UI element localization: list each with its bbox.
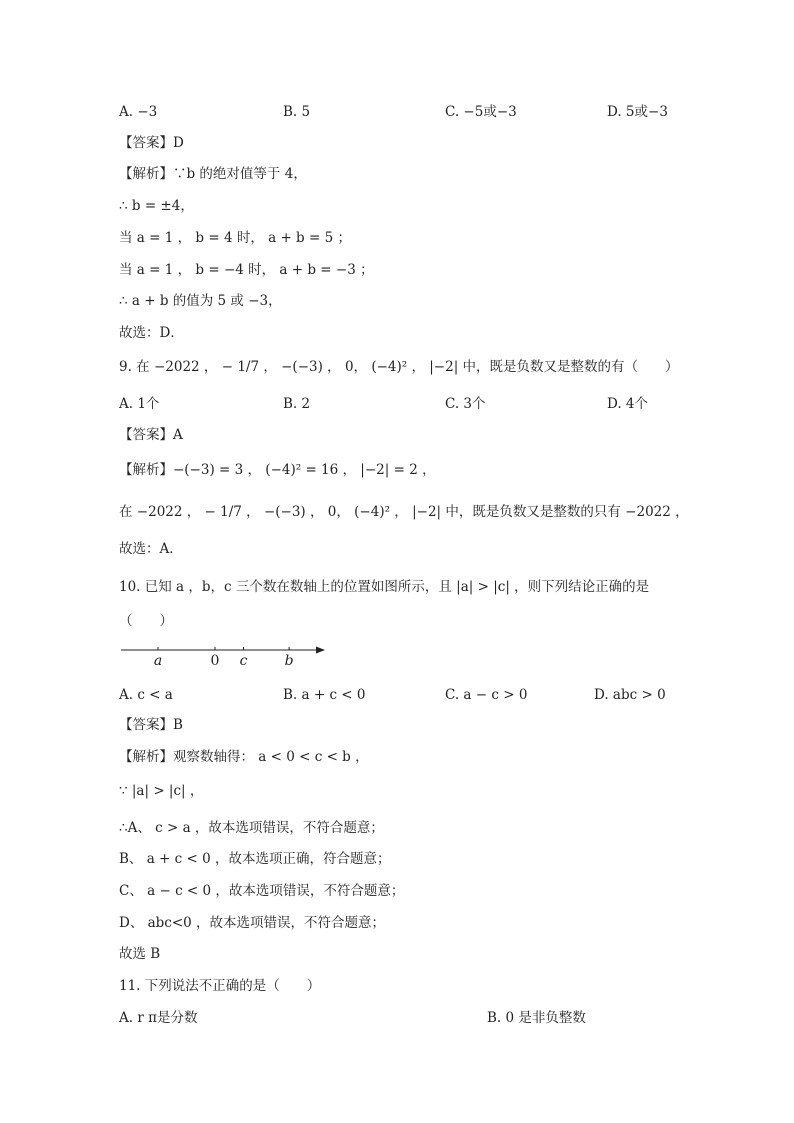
- q9-analysis-line: 在 −2022 ， − 1/7 ， −(−3) ， 0， (−4)² ， |−2| 中，既是负数又是整数的只有 −2022 ，: [119, 504, 689, 520]
- number-line-label: b: [284, 653, 294, 669]
- q9-option-c: C. 3个: [445, 396, 486, 412]
- q8-analysis-line: 故选：D．: [119, 325, 184, 341]
- q10-analysis-line: B、 a + c < 0 ，故本选项正确，符合题意；: [119, 851, 391, 867]
- q8-option-a: A. −3: [119, 104, 158, 120]
- q9-option-a: A. 1个: [119, 396, 160, 412]
- q10-analysis-line: 故选 B: [119, 946, 161, 962]
- q8-analysis-line: 当 a = 1 ， b = 4 时， a + b = 5 ；: [119, 230, 351, 246]
- q9-analysis-line: 故选：A．: [119, 541, 183, 557]
- q11-option-b: B. 0 是非负整数: [487, 1010, 586, 1026]
- q10-stem-cont: （ ）: [119, 613, 173, 629]
- q8-analysis-line: ∴ b = ±4，: [119, 198, 194, 214]
- number-line-label: 0: [210, 653, 220, 669]
- q8-option-d: D. 5或−3: [607, 104, 668, 120]
- q10-stem: 10. 已知 a ，b，c 三个数在数轴上的位置如图所示，且 |a| > |c| ，则下列结论正确的是: [119, 579, 650, 595]
- q11-option-a: A. r π是分数: [119, 1010, 198, 1026]
- q8-analysis-line: 【解析】∵b 的绝对值等于 4，: [119, 166, 307, 182]
- q10-option-a: A. c < a: [119, 687, 173, 703]
- number-line-figure: [119, 641, 339, 671]
- q11-stem: 11. 下列说法不正确的是（ ）: [119, 978, 321, 994]
- number-line-label: c: [239, 653, 248, 669]
- q9-stem: 9. 在 −2022 ， − 1/7 ， −(−3) ， 0， (−4)² ， |−2| 中，既是负数又是整数的有（ ）: [119, 359, 679, 375]
- q9-option-b: B. 2: [283, 396, 311, 412]
- q9-option-d: D. 4个: [607, 396, 649, 412]
- q10-analysis-line: 【解析】观察数轴得： a < 0 < c < b ，: [119, 749, 369, 765]
- q10-option-b: B. a + c < 0: [283, 687, 366, 703]
- q10-option-c: C. a − c > 0: [445, 687, 528, 703]
- q8-option-b: B. 5: [283, 104, 311, 120]
- q8-analysis-line: 当 a = 1 ， b = −4 时， a + b = −3 ；: [119, 262, 374, 278]
- q10-analysis-line: D、 abc<0 ，故本选项错误，不符合题意；: [119, 915, 386, 931]
- q8-answer: 【答案】D: [119, 135, 184, 151]
- number-line-arrow: [316, 647, 325, 654]
- number-line-svg: [119, 641, 339, 671]
- q10-answer: 【答案】B: [119, 717, 183, 733]
- number-line-label: a: [153, 653, 163, 669]
- q8-option-c: C. −5或−3: [445, 104, 517, 120]
- q8-analysis-line: ∴ a + b 的值为 5 或 −3，: [119, 293, 282, 309]
- q9-analysis-line: 【解析】−(−3) = 3 ， (−4)² = 16 ， |−2| = 2 ，: [119, 462, 436, 478]
- q10-option-d: D. abc > 0: [594, 687, 666, 703]
- q10-analysis-line: C、 a − c < 0 ，故本选项错误，不符合题意；: [119, 883, 405, 899]
- q10-analysis-line: ∵ |a| > |c| ，: [119, 783, 204, 799]
- q10-analysis-line: ∴A、 c > a ，故本选项错误，不符合题意；: [119, 820, 384, 836]
- q9-answer: 【答案】A: [119, 427, 183, 443]
